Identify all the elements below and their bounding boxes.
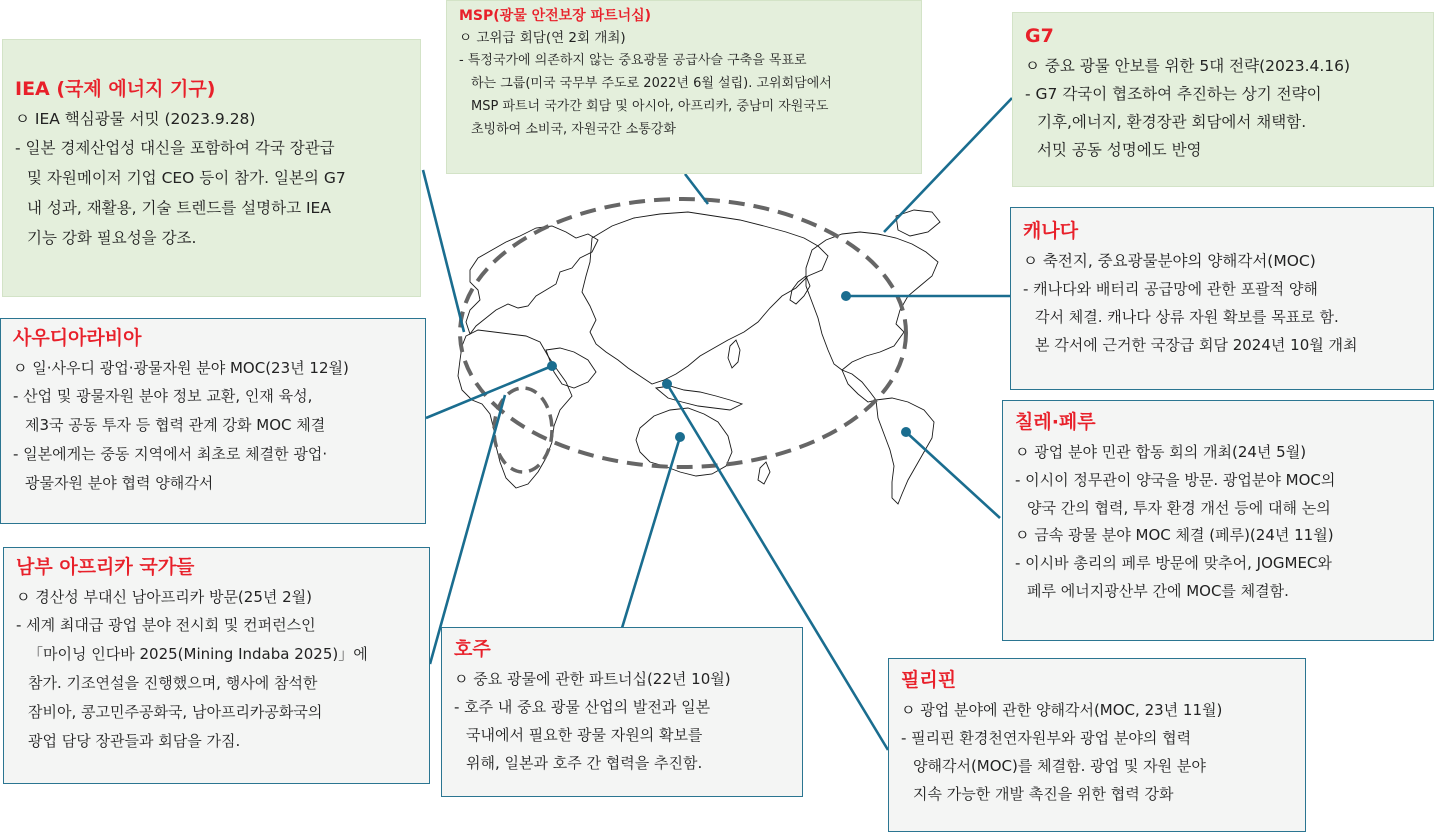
iea-detail: - 일본 경제산업성 대신을 포함하여 각국 장관급 및 자원메이저 기업 CEO 등이 참가. 일본의 G7 내 성과, 재활용, 기술 트렌드를 설명하고 IEA 기능 강화 필요성을 강조. <box>15 139 346 247</box>
philippines-bullet: ㅇ 광업 분야에 관한 양해각서(MOC, 23년 11월) <box>901 701 1223 719</box>
canada-title: 캐나다 <box>1023 220 1079 242</box>
canada-detail: - 캐나다와 배터리 공급망에 관한 포괄적 양해 각서 체결. 캐나다 상류 자원 확보를 목표로 함. 본 각서에 근거한 국장급 회담 2024년 10월 개최 <box>1023 280 1358 354</box>
new-zealand-outline <box>758 462 770 484</box>
chile-peru-bullet-1: ㅇ 광업 분야 민관 합동 회의 개최(24년 5월) <box>1015 443 1307 461</box>
saudi-title: 사우디아라비아 <box>13 327 142 349</box>
chile-peru-detail-2: - 이시바 총리의 페루 방문에 맞추어, JOGMEC와 페루 에너지광산부 간에 MOC를 체결함. <box>1015 554 1332 600</box>
chile-peru-box <box>1002 400 1434 641</box>
iea-title: IEA (국제 에너지 기구) <box>15 78 216 100</box>
msp-detail: - 특정국가에 의존하지 않는 중요광물 공급사슬 구축을 목표로 하는 그룹(미국 국무부 주도로 2022년 6월 설립). 고위회담에서 MSP 파트너 국가간 회담 및 아시아, 아프리카, 중남미 자원국도 초빙하여 소비국, 자원국간 소통강화 <box>459 53 832 137</box>
chile-peru-bullet-2: ㅇ 금속 광물 분야 MOC 체결 (페루)(24년 11월) <box>1015 526 1334 544</box>
australia-title: 호주 <box>454 638 491 660</box>
canada-box <box>1010 207 1434 390</box>
saudi-detail: - 산업 및 광물자원 분야 정보 교환, 인재 육성, 제3국 공동 투자 등 협력 관계 강화 MOC 체결 - 일본에게는 중동 지역에서 최초로 체결한 광업· 광물자원 분야 협력 양해각서 <box>13 387 328 492</box>
iea-box <box>2 39 421 297</box>
africa-outline <box>458 330 572 488</box>
marker-chile <box>901 427 911 437</box>
msp-bullet: ㅇ 고위급 회담(연 2회 개최) <box>459 30 626 46</box>
connector-africa <box>430 395 505 664</box>
msp-title: MSP(광물 안전보장 파트너십) <box>459 8 652 24</box>
msp-box <box>446 0 922 174</box>
philippines-box <box>888 658 1306 832</box>
msp-region-ellipse <box>460 199 906 467</box>
marker-philippines <box>662 379 672 389</box>
australia-bullet: ㅇ 중요 광물에 관한 파트너십(22년 10월) <box>454 670 731 688</box>
asia-outline <box>582 212 828 384</box>
marker-australia <box>675 432 685 442</box>
g7-box <box>1012 12 1434 187</box>
southern-africa-title: 남부 아프리카 국가들 <box>16 556 195 578</box>
saudi-box <box>0 318 426 524</box>
connector-australia <box>622 437 680 628</box>
continent-outlines <box>458 210 940 504</box>
central-america-outline <box>842 370 876 402</box>
philippines-detail: - 필리핀 환경천연자원부와 광업 분야의 협력 양해각서(MOC)를 체결함. 광업 및 자원 분야 지속 가능한 개발 촉진을 위한 협력 강화 <box>901 729 1206 803</box>
chile-peru-detail-1: - 이시이 정무관이 양국을 방문. 광업분야 MOC의 양국 간의 협력, 투자 환경 개선 등에 대해 논의 <box>1015 471 1336 517</box>
connector-chile <box>906 432 1000 518</box>
europe-outline <box>466 226 598 334</box>
saudi-bullet: ㅇ 일·사우디 광업·광물자원 분야 MOC(23년 12월) <box>13 359 349 377</box>
g7-detail: - G7 각국이 협조하여 추진하는 상기 전략이 기후,에너지, 환경장관 회담에서 채택함. 서밋 공동 성명에도 반영 <box>1025 85 1322 159</box>
chile-peru-title: 칠레·페루 <box>1015 411 1096 433</box>
canada-bullet: ㅇ 축전지, 중요광물분야의 양해각서(MOC) <box>1023 252 1316 270</box>
connector-iea <box>423 170 464 332</box>
southern-africa-bullet: ㅇ 경산성 부대신 남아프리카 방문(25년 2월) <box>16 588 313 606</box>
philippines-title: 필리핀 <box>901 669 957 691</box>
marker-saudi <box>547 361 557 371</box>
australia-detail: - 호주 내 중요 광물 산업의 발전과 일본 국내에서 필요한 광물 자원의 확보를 위해, 일본과 호주 간 협력을 추진함. <box>454 698 711 772</box>
north-america-outline <box>806 232 938 370</box>
philippines-outline <box>728 340 740 368</box>
iea-bullet: ㅇ IEA 핵심광물 서밋 (2023.9.28) <box>15 110 256 128</box>
southern-africa-detail: - 세계 최대급 광업 분야 전시회 및 컨퍼런스인 「마이닝 인다바 2025(Mining Indaba 2025)」에 참가. 기조연설을 진행했으며, 행사에 참석한 잠비아, 콩고민주공화국, 남아프리카공화국의 광업 담당 장관들과 회담을 가짐. <box>16 616 368 750</box>
marker-canada <box>841 291 851 301</box>
g7-bullet: ㅇ 중요 광물 안보를 위한 5대 전략(2023.4.16) <box>1025 57 1351 75</box>
g7-title: G7 <box>1025 25 1054 47</box>
australia-box <box>441 627 803 797</box>
southern-africa-box <box>3 547 430 784</box>
